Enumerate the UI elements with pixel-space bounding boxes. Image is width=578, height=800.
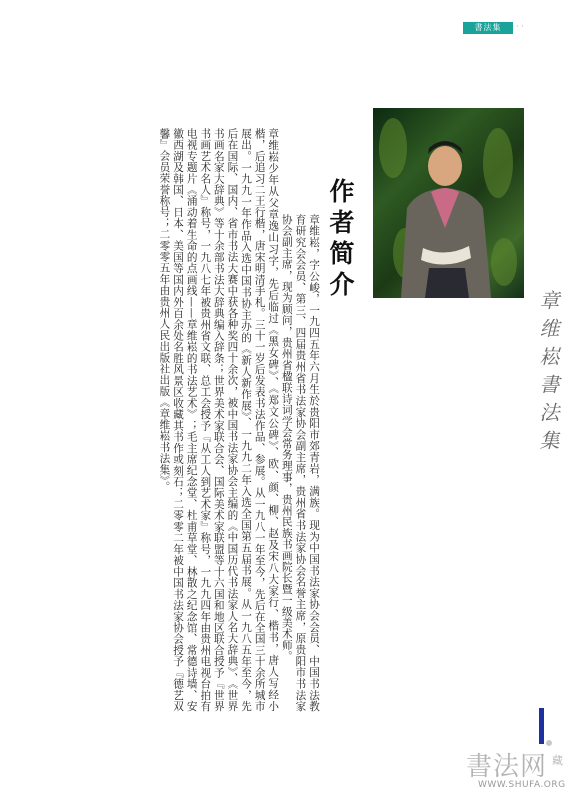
bio-paragraph-2: 章维崧少年从父章逸山习字，先后临过《黑女碑》、《郑文公碑》、欧、颜、柳、赵及宋八大家行、楷书，唐人写经小楷，后追习二王行楷，唐宋明清手札。三十一岁后发表书法作品、参展。从一九八一年至今，先后在全国三十余所城市展出。一九九一年作品入选中国书协主办的《新人新作展》、一九九二年入选全国第五届书展。从一九八五年至今，先后在国际、国内、省市书法大赛中获各种奖四十余次，被中国书法家协会主编的《中国历代书法家人名大辞典》、《世界书画名家大辞典》等十余部书法大辞典编入辞条；世界美术家联合会、国际美术家联盟等十六国和地区联合授予『世界书画艺术名人』称号，一九八七年被贵州省文联、总工会授予『从工人到艺术家』称号，一九九四年由贵州电视台拍有电视专题片《涌动着生命的点画线——章维崧的书法艺术》；毛主席纪念堂、杜甫草堂、林散之纪念馆、常德诗墙、安徽西湖及韩国、日本、美国等国内外百余处名胜风景区收藏其书作或刻石；二零零二年被中国书法家协会授予『德艺双馨』会员荣誉称号；二零零五年由贵州人民出版社出版《章维崧书法集》。 — [158, 128, 280, 712]
bio-paragraph-1: 章维崧，字公峻，一九四五年六月生於贵阳市郊青岩，满族。现为中国书法家协会会员、中国书法教育研究会会员、第三、四届贵州省书法家协会副主席，贵州省书法家协会名誉主席，原贵阳市书法家协会副主席，现为顾问，贵州省楹联诗词学会常务理事，贵州民族书画院长暨一级美术师。 — [280, 214, 320, 712]
accent-bar — [539, 708, 544, 744]
watermark-seal: 藏 — [552, 754, 563, 767]
watermark-logo — [448, 746, 574, 798]
author-photo — [373, 108, 524, 298]
watermark-title: 書法网 — [466, 752, 548, 782]
calligraphy-title: 章维崧書法集 — [536, 290, 560, 458]
section-title: 作者简介 — [326, 178, 355, 302]
header-mark: · · — [516, 22, 524, 31]
header-badge: 書法集 — [463, 22, 513, 34]
author-bio — [52, 128, 320, 712]
watermark-url: WWW.SHUFA.ORG — [478, 780, 566, 790]
